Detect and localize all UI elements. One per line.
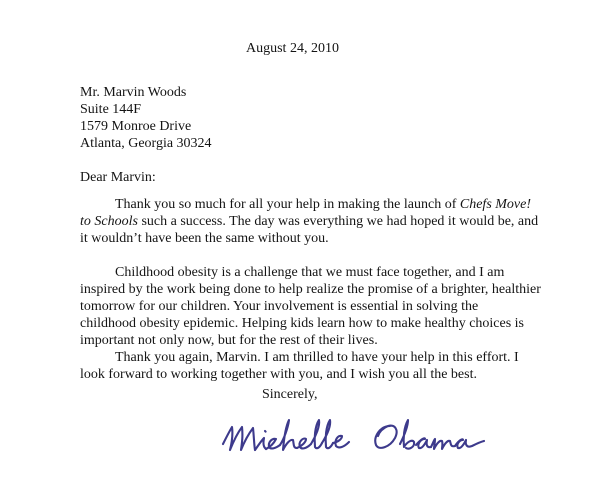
paragraph-1 (80, 196, 550, 247)
paragraph-line: childhood obesity epidemic. Helping kids learn how to make healthy choices is (80, 316, 525, 331)
program-name-emphasis: Chefs Move! (459, 197, 532, 212)
paragraph-line: Thank you again, Marvin. I am thrilled to have your help in this effort. I (115, 350, 519, 365)
signature-stroke (400, 420, 414, 449)
signature-stroke (311, 420, 322, 448)
recipient-city-state-zip: Atlanta, Georgia 30324 (80, 136, 212, 151)
closing: Sincerely, (262, 387, 318, 402)
signature-stroke (375, 426, 396, 448)
signature-stroke (416, 438, 431, 448)
signature-stroke (297, 439, 311, 449)
signature-graphic (218, 412, 490, 462)
paragraph-line (80, 213, 550, 230)
program-name-emphasis: to Schools (80, 214, 138, 229)
paragraph-line: Childhood obesity is a challenge that we must face together, and I am (115, 265, 505, 280)
paragraph-line (80, 196, 550, 213)
recipient-suite: Suite 144F (80, 102, 142, 117)
paragraph-line: look forward to working together with you, and I wish you all the best. (80, 367, 477, 382)
signature-stroke (322, 420, 333, 448)
recipient-address (80, 84, 212, 152)
paragraph-line: it wouldn’t have been the same without you. (80, 231, 329, 246)
letter-date: August 24, 2010 (246, 41, 339, 56)
signature-stroke (255, 438, 266, 450)
signature (218, 412, 490, 462)
signature-stroke (455, 439, 484, 448)
signature-stroke (431, 439, 455, 449)
paragraph-line: inspired by the work being done to help realize the promise of a brighter, healthier (80, 282, 541, 297)
signature-stroke (266, 439, 280, 449)
paragraph-line: important not only now, but for the rest of their lives. (80, 333, 378, 348)
text-span: Thank you so much for all your help in making the launch of (115, 197, 460, 212)
text-span: such a success. The day was everything we had hoped it would be, and (137, 214, 539, 229)
salutation: Dear Marvin: (80, 170, 156, 185)
signature-stroke (280, 420, 297, 450)
signature-stroke (333, 436, 349, 448)
recipient-name: Mr. Marvin Woods (80, 85, 187, 100)
signature-stroke (265, 431, 266, 432)
paragraph-3 (80, 349, 550, 383)
recipient-street: 1579 Monroe Drive (80, 119, 192, 134)
paragraph-2 (80, 264, 550, 349)
signature-stroke (223, 427, 255, 450)
paragraph-line: tomorrow for our children. Your involvement is essential in solving the (80, 299, 479, 314)
